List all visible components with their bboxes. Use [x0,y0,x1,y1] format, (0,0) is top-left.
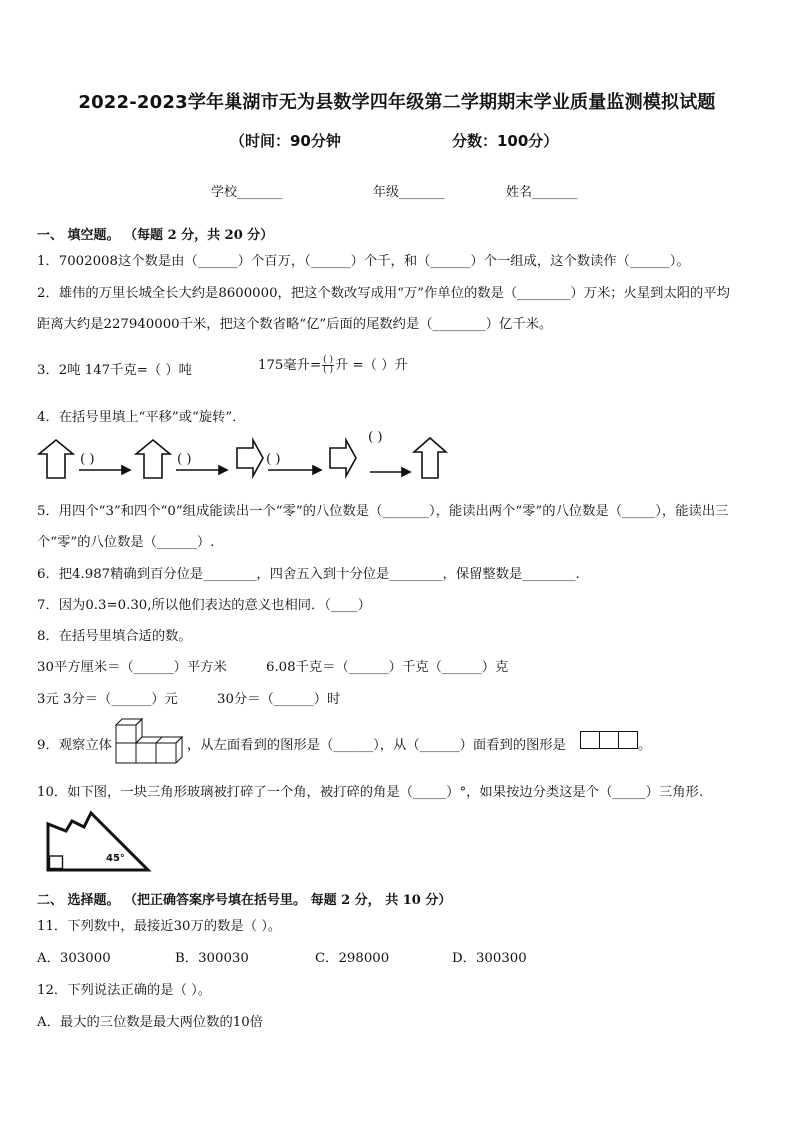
question-3-suffix: 升 =（ ）升 [335,358,408,373]
question-12: 12．下列说法正确的是（ ）。 [37,983,212,998]
question-9-view-grid [580,731,640,751]
question-2-line-1: 2．雄伟的万里长城全长大约是8600000，把这个数改写成用“万”作单位的数是（________）万米；火星到太阳的平均 [37,286,730,301]
right-block-arrow-2 [330,440,356,476]
right-arrow-head-1 [122,466,130,474]
question-10: 10．如下图，一块三角形玻璃被打碎了一个角，被打碎的角是（_____）°，如果按边分类这是个（_____）三角形. [37,785,704,800]
question-7: 7．因为0.3=0.30,所以他们表达的意义也相同．（____） [37,598,371,613]
exam-score: 分数：100分） [452,132,559,150]
school-field: 学校_______ [211,185,283,200]
question-4: 4．在括号里填上“平移”或“旋转”． [37,410,246,425]
fraction-numerator: ( ) [323,355,334,365]
angle-label-45: 45° [106,853,125,864]
up-arrow-shape-1 [39,440,73,478]
question-3-part-2 [258,354,408,375]
question-8: 8．在括号里填合适的数。 [37,629,192,644]
question-8-c: 3元 3分＝（______）元 [37,692,178,707]
q11-option-b: B．300030 [175,951,249,966]
question-1: 1．7002008这个数是由（______）个百万，（______）个千，和（______）个一组成，这个数读作（______）。 [37,254,690,269]
up-arrow-shape-3 [414,438,446,478]
question-4-figures [36,430,456,490]
q11-option-a: A．303000 [37,951,111,966]
section-1-heading: 一、 填空题。 （每题 2 分，共 20 分） [37,228,274,243]
q4-blank-3: ( ) [266,452,281,467]
q4-blank-4: ( ) [368,430,383,445]
right-arrow-head-3 [313,466,321,474]
question-9-cube-figure [114,717,186,765]
right-arrow-head-4 [402,468,410,476]
question-9-end: 。 [638,738,652,753]
q12-option-a: A．最大的三位数是最大两位数的10倍 [37,1015,263,1030]
question-5-line-2: 个“零”的八位数是（______）. [37,535,215,550]
question-3-part-1: 3．2吨 147千克=（ ）吨 [37,363,192,378]
section-2-heading: 二、 选择题。 （把正确答案序号填在括号里。 每题 2 分， 共 10 分） [37,893,452,908]
question-9-text: ，从左面看到的图形是（______），从（______）面看到的图形是 [187,738,566,753]
up-arrow-shape-2 [136,440,170,478]
q11-option-d: D．300300 [452,951,527,966]
right-arrow-head-2 [219,466,227,474]
q4-blank-2: ( ) [177,452,192,467]
question-8-a: 30平方厘米＝（______）平方米 [37,660,227,675]
exam-time: （时间：90分钟 [230,132,341,150]
question-5-line-1: 5．用四个“3”和四个“0”组成能读出一个“零”的八位数是（_______），能读出两个“零”的八位数是（_____），能读出三 [37,504,729,519]
page-title: 2022-2023学年巢湖市无为县数学四年级第二学期期末学业质量监测模拟试题 [78,92,716,113]
question-11: 11．下列数中，最接近30万的数是（ ）。 [37,919,282,934]
question-6: 6．把4.987精确到百分位是________，四舍五入到十分位是________，保留整数是________. [37,567,580,582]
name-field: 姓名_______ [506,185,578,200]
right-block-arrow-1 [237,440,263,476]
question-8-b: 6.08千克＝（______）千克（______）克 [266,660,509,675]
question-8-d: 30分＝（______）时 [217,692,341,707]
q4-blank-1: ( ) [80,452,95,467]
right-angle-mark [50,856,63,869]
question-10-broken-triangle [44,810,154,872]
grade-field: 年级_______ [373,185,445,200]
question-9-prefix: 9．观察立体 [37,738,112,753]
question-3-prefix: 175毫升= [258,358,322,373]
q11-option-c: C．298000 [315,951,390,966]
fraction-denominator: ( ) [323,365,334,375]
question-2-line-2: 距离大约是227940000千米，把这个数省略“亿”后面的尾数约是（________）亿千米。 [37,317,553,332]
question-3-fraction [322,356,334,375]
